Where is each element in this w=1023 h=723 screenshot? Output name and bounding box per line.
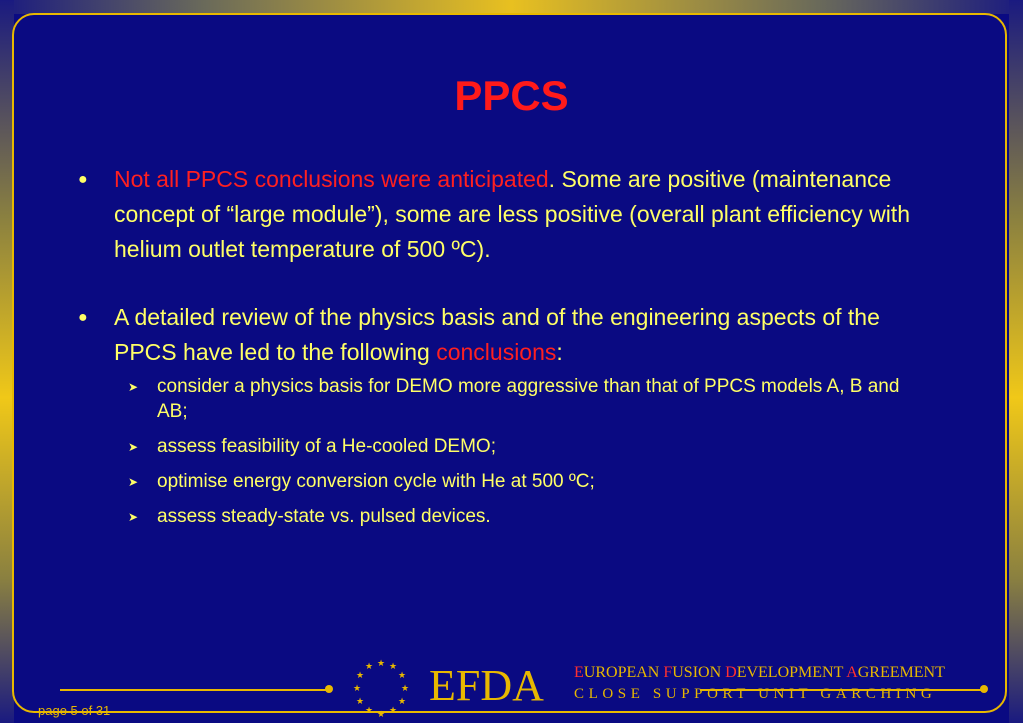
sub-bullet-text: consider a physics basis for DEMO more aggressive than that of PPCS models A, B and AB; — [157, 376, 900, 422]
sub-bullet-text: assess feasibility of a He-cooled DEMO; — [157, 436, 496, 457]
eu-stars-icon — [349, 656, 413, 720]
svg-text:★: ★ — [397, 671, 407, 681]
svg-text:★: ★ — [376, 659, 386, 669]
bullet-list — [78, 162, 928, 539]
svg-text:★: ★ — [352, 684, 362, 694]
bullet-item-1 — [78, 162, 928, 267]
bullet-dot-icon: ● — [78, 171, 88, 188]
svg-text:★: ★ — [355, 697, 365, 707]
arrowhead-bullet-icon: ➤ — [128, 380, 139, 394]
footer-right-dot — [980, 685, 988, 693]
svg-text:★: ★ — [397, 697, 407, 707]
sub-bullet-text: optimise energy conversion cycle with He at 500 ºC; — [157, 471, 595, 492]
page-number: page 5 of 31 — [38, 703, 111, 718]
sub-bullet-item — [126, 504, 928, 529]
agreement-text: EUROPEAN FUSION DEVELOPMENT AGREEMENT — [574, 664, 945, 681]
arrowhead-bullet-icon: ➤ — [128, 440, 139, 454]
svg-text:★: ★ — [388, 662, 398, 672]
footer-left-dot — [325, 685, 333, 693]
footer-left-line — [60, 689, 328, 691]
svg-text:★: ★ — [376, 710, 386, 720]
svg-text:★: ★ — [355, 671, 365, 681]
svg-text:★: ★ — [388, 706, 398, 716]
efda-logo-text: EFDA — [429, 661, 544, 710]
arrowhead-bullet-icon: ➤ — [128, 475, 139, 489]
support-unit-text: CLOSE SUPPORT UNIT GARCHING — [574, 686, 937, 702]
bullet-2-highlight: conclusions — [436, 339, 557, 365]
bullet-1-highlight: Not all PPCS conclusions were anticipated — [114, 166, 549, 192]
bullet-2-tail: : — [556, 339, 563, 365]
sub-bullet-item — [126, 374, 928, 424]
bullet-dot-icon: ● — [78, 309, 88, 326]
sub-bullet-item — [126, 469, 928, 494]
bullet-2-text: A detailed review of the physics basis and of the engineering aspects of the PPCS have led to the following — [114, 304, 880, 365]
svg-text:★: ★ — [400, 684, 410, 694]
svg-text:★: ★ — [364, 662, 374, 672]
bullet-1-text: . Some are positive (maintenance concept of “large module”), some are less positive (overall plant efficiency with helium outlet temperature of 500 ºC). — [114, 166, 910, 262]
slide-title: PPCS — [454, 72, 569, 119]
bullet-item-2 — [78, 300, 928, 370]
sub-bullet-item — [126, 434, 928, 459]
svg-text:★: ★ — [364, 706, 374, 716]
sub-bullet-list — [78, 374, 928, 529]
top-glow-border — [0, 0, 1023, 14]
arrowhead-bullet-icon: ➤ — [128, 510, 139, 524]
sub-bullet-text: assess steady-state vs. pulsed devices. — [157, 506, 491, 527]
